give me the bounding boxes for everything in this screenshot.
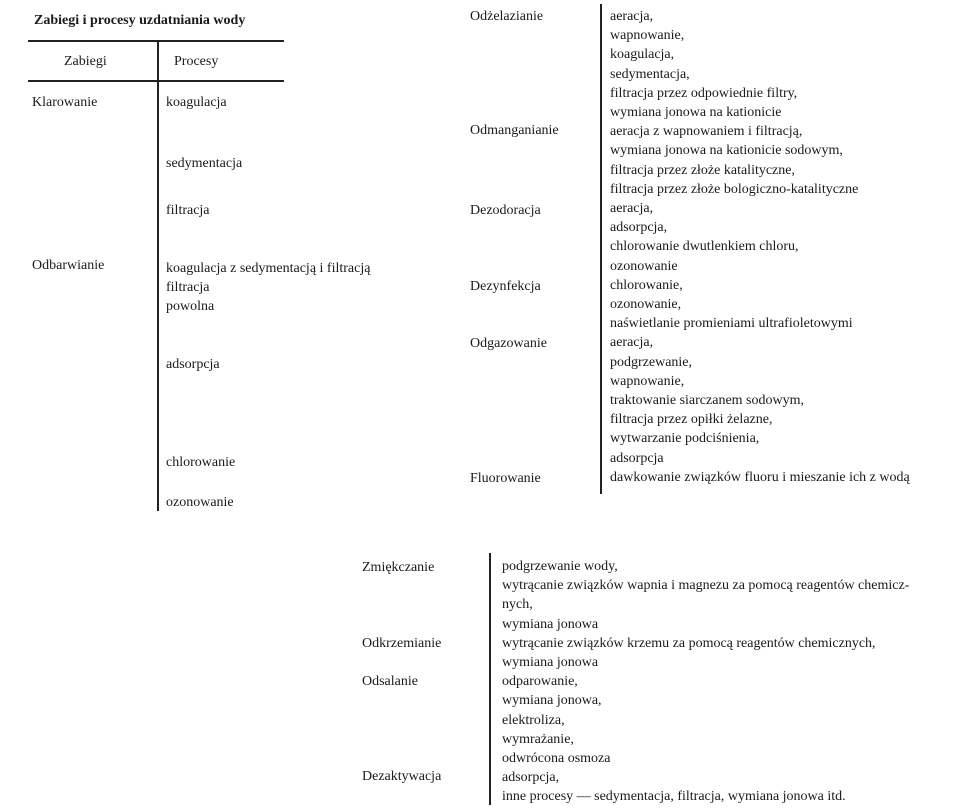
zabieg-zmiekczanie: Zmiękczanie xyxy=(362,560,435,575)
proces-item: aeracja, xyxy=(610,9,654,24)
proces-item: wytwarzanie podciśnienia, xyxy=(610,431,760,447)
proces-item: filtracja przez złoże bologiczno-katalityczne xyxy=(610,181,859,197)
proces-item: wymiana jonowa na kationicie sodowym, xyxy=(610,143,843,159)
header-procesy: Procesy xyxy=(174,54,219,69)
zabieg-dezodoracja: Dezodoracja xyxy=(470,203,541,218)
proces-item: wymrażanie, xyxy=(502,731,574,747)
bottom-column-divider xyxy=(489,553,491,805)
proces-item: filtracja xyxy=(166,203,210,218)
proces-item: ozonowanie xyxy=(166,495,234,510)
right-column-divider xyxy=(600,4,602,494)
zabieg-odbarwianie: Odbarwianie xyxy=(32,258,105,273)
proces-item: nych, xyxy=(502,597,533,613)
proces-item: traktowanie siarczanem sodowym, xyxy=(610,393,804,409)
table-title: Zabiegi i procesy uzdatniania wody xyxy=(34,13,246,28)
proces-item: aeracja z wapnowaniem i filtracją, xyxy=(610,124,803,140)
proces-item: aeracja, xyxy=(610,335,654,351)
proces-item: aeracja, xyxy=(610,201,654,217)
header-zabiegi: Zabiegi xyxy=(64,54,107,69)
proces-item: odparowanie, xyxy=(502,674,578,690)
proces-item: powolna xyxy=(166,299,215,314)
header-bottom-rule xyxy=(28,80,284,82)
zabieg-fluorowanie: Fluorowanie xyxy=(470,471,541,486)
proces-item: adsorpcja xyxy=(610,450,664,466)
proces-item: chlorowanie dwutlenkiem chloru, xyxy=(610,239,799,255)
proces-item: filtracja xyxy=(166,280,210,295)
proces-item: ozonowanie xyxy=(610,258,678,274)
proces-item: podgrzewanie, xyxy=(610,354,693,370)
header-top-rule xyxy=(28,40,284,42)
zabieg-odkrzemianie: Odkrzemianie xyxy=(362,636,442,651)
zabieg-klarowanie: Klarowanie xyxy=(32,95,98,110)
proces-item: koagulacja, xyxy=(610,47,675,63)
proces-item: wapnowanie, xyxy=(610,373,685,389)
proces-item: wymiana jonowa, xyxy=(502,693,602,709)
proces-item: wapnowanie, xyxy=(610,28,685,44)
proces-item: wymiana jonowa na kationicie xyxy=(610,105,782,121)
proces-item: wymiana jonowa xyxy=(502,616,599,632)
zabieg-odmanganianie: Odmanganianie xyxy=(470,123,559,138)
proces-item: sedymentacja xyxy=(166,156,243,171)
zabieg-odzelazianie: Odżelazianie xyxy=(470,9,544,24)
proces-item: koagulacja z sedymentacją i filtracją xyxy=(166,261,371,276)
proces-item: chlorowanie xyxy=(166,455,236,470)
proces-item: dawkowanie związków fluoru i mieszanie ich z wodą xyxy=(610,469,910,485)
zabieg-dezaktywacja: Dezaktywacja xyxy=(362,769,442,784)
proces-item: koagulacja xyxy=(166,95,227,110)
proces-item: adsorpcja, xyxy=(502,770,560,786)
proces-item: naświetlanie promieniami ultrafioletowymi xyxy=(610,316,853,332)
proces-item: elektroliza, xyxy=(502,712,565,728)
bottom-procesy-list xyxy=(502,557,909,807)
proces-item: ozonowanie, xyxy=(610,297,682,313)
proces-item: wymiana jonowa xyxy=(502,655,599,671)
proces-item: podgrzewanie wody, xyxy=(502,559,618,574)
zabieg-odgazowanie: Odgazowanie xyxy=(470,336,547,351)
right-procesy-list xyxy=(610,7,910,487)
proces-item: odwrócona osmoza xyxy=(502,751,611,767)
proces-item: filtracja przez złoże katalityczne, xyxy=(610,162,795,178)
proces-item: filtracja przez odpowiednie filtry, xyxy=(610,85,798,101)
proces-item: inne procesy — sedymentacja, filtracja, wymiana jonowa itd. xyxy=(502,789,846,805)
proces-item: sedymentacja, xyxy=(610,66,690,82)
proces-item: wytrącanie związków krzemu za pomocą reagentów chemicznych, xyxy=(502,635,876,651)
zabieg-dezynfekcja: Dezynfekcja xyxy=(470,279,541,294)
zabieg-odsalanie: Odsalanie xyxy=(362,674,418,689)
proces-item: adsorpcja xyxy=(166,357,220,372)
proces-item: chlorowanie, xyxy=(610,277,683,293)
proces-item: wytrącanie związków wapnia i magnezu za pomocą reagentów chemicz- xyxy=(502,578,910,594)
proces-item: adsorpcja, xyxy=(610,220,668,236)
column-divider xyxy=(157,41,159,511)
proces-item: filtracja przez opiłki żelazne, xyxy=(610,412,773,428)
